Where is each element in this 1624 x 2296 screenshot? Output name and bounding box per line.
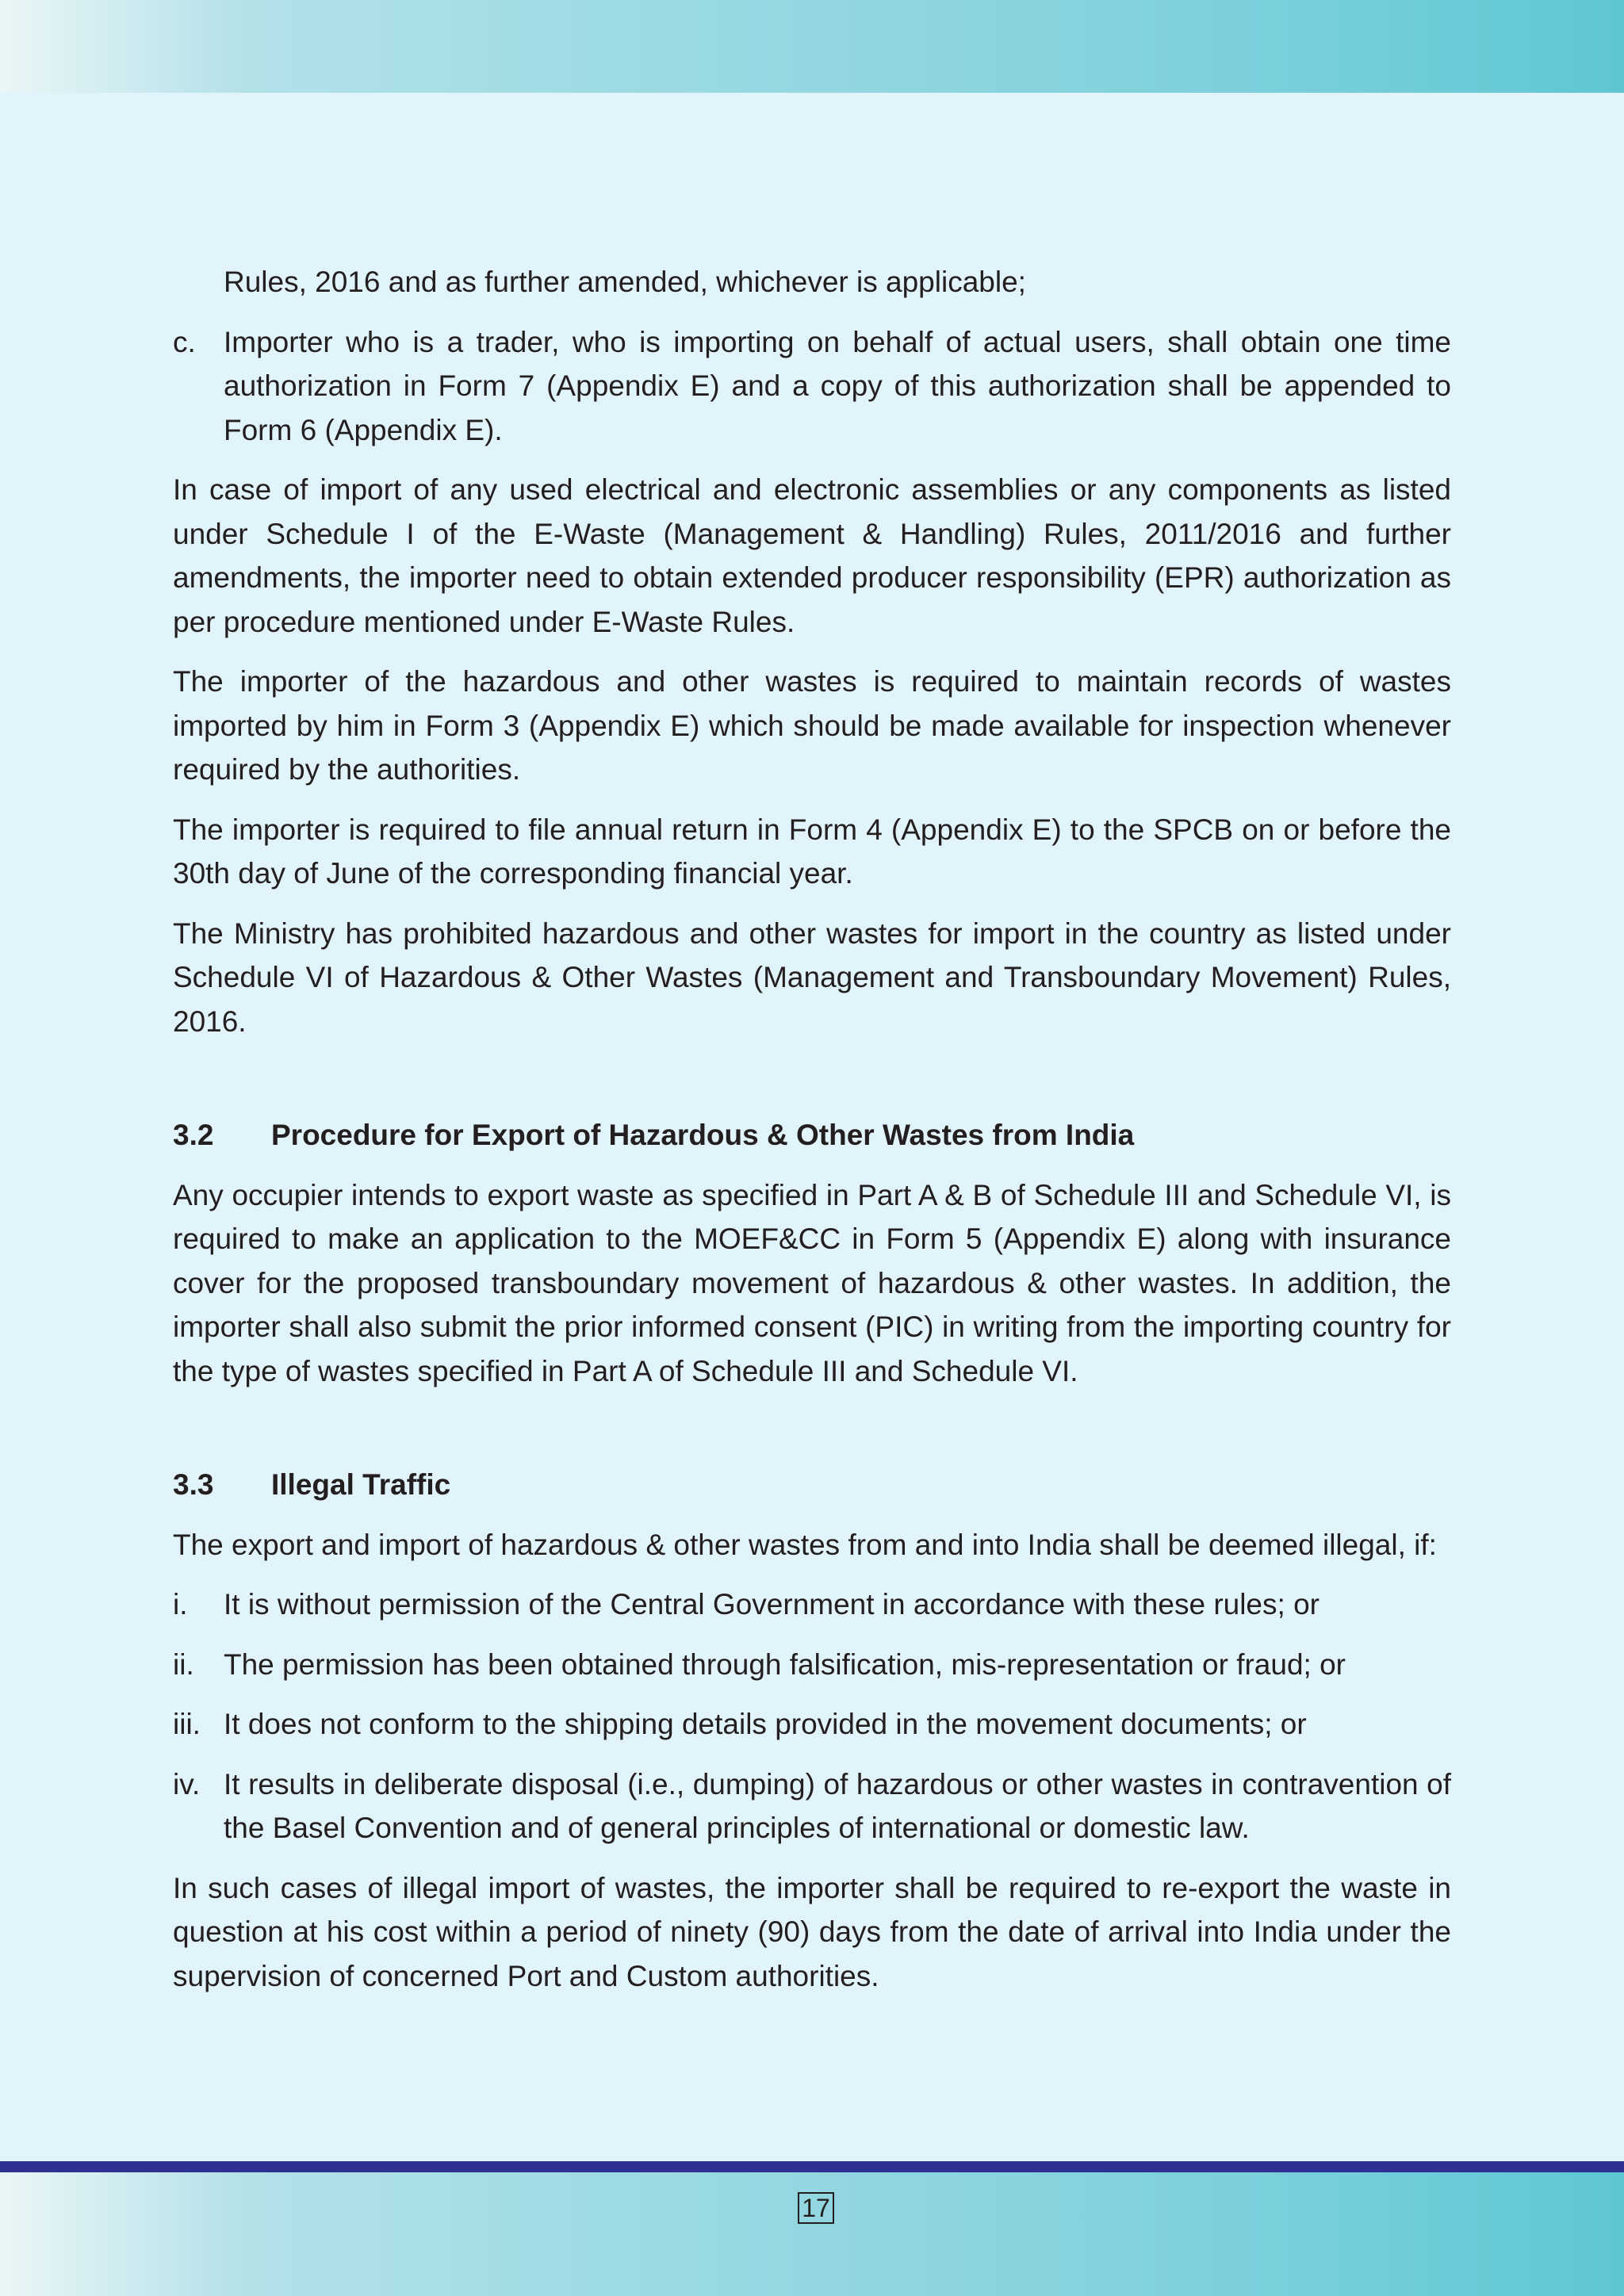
list-item — [173, 1582, 1451, 1627]
section-3-3-closing: In such cases of illegal import of wastes, the importer shall be required to re-export the waste in question at his cost within a period of ninety (90) days from the date of arrival into India under the supervision of concerned Port and Custom authorities. — [173, 1871, 1451, 1992]
list-item — [173, 1643, 1451, 1687]
continuation-text: Rules, 2016 and as further amended, whichever is applicable; — [224, 266, 1026, 298]
section-heading-3-2 — [173, 1113, 1451, 1158]
section-3-2-body: Any occupier intends to export waste as specified in Part A & B of Schedule III and Schedule VI, is required to make an application to the MOEF&CC in Form 5 (Appendix E) along with insurance cover for the proposed transboundary movement of hazardous & other wastes. In addition, the importer shall also submit the prior informed consent (PIC) in writing from the importing country for the type of wastes specified in Part A of Schedule III and Schedule VI. — [173, 1178, 1451, 1387]
page-content — [173, 260, 1451, 2014]
list-marker: i. — [173, 1588, 188, 1621]
list-item-text: It is without permission of the Central Government in accordance with these rules; or — [224, 1588, 1320, 1621]
paragraph-records: The importer of the hazardous and other wastes is required to maintain records of wastes imported by him in Form 3 (Appendix E) which should be made available for inspection whenever required by the authorities. — [173, 665, 1451, 786]
list-marker: iv. — [173, 1767, 201, 1800]
section-3-3-intro: The export and import of hazardous & other wastes from and into India shall be deemed illegal, if: — [173, 1528, 1437, 1561]
paragraph-prohibited: The Ministry has prohibited hazardous and other wastes for import in the country as listed under Schedule VI of Hazardous & Other Wastes (Management and Transboundary Movement) Rules, 2016. — [173, 916, 1451, 1038]
footer-rule — [0, 2161, 1624, 2172]
list-marker: c. — [173, 325, 196, 358]
list-item-text: It results in deliberate disposal (i.e., dumping) of hazardous or other wastes in contravention of the Basel Convention and of general principles of international or domestic law. — [224, 1767, 1451, 1844]
paragraph-annual-return: The importer is required to file annual return in Form 4 (Appendix E) to the SPCB on or before the 30th day of June of the corresponding financial year. — [173, 813, 1451, 890]
section-number: 3.2 — [173, 1119, 214, 1151]
list-item — [173, 1702, 1451, 1747]
page-number: 17 — [798, 2192, 834, 2224]
list-item-c — [173, 320, 1451, 453]
footer-band — [0, 2172, 1624, 2296]
list-marker: ii. — [173, 1647, 194, 1681]
section-heading-3-3 — [173, 1463, 1451, 1507]
section-title: Procedure for Export of Hazardous & Other Wastes from India — [271, 1119, 1135, 1151]
paragraph-epr: In case of import of any used electrical and electronic assemblies or any components as listed under Schedule I of the E-Waste (Management & Handling) Rules, 2011/2016 and further amendments, the importer need to obtain extended producer responsibility (EPR) authorization as per procedure mentioned under E-Waste Rules. — [173, 473, 1451, 638]
section-number: 3.3 — [173, 1468, 214, 1501]
list-item-text: The permission has been obtained through falsification, mis-representation or fraud; or — [224, 1647, 1346, 1681]
list-item-text: It does not conform to the shipping details provided in the movement documents; or — [224, 1708, 1307, 1740]
header-band — [0, 0, 1624, 93]
list-item-text: Importer who is a trader, who is importing on behalf of actual users, shall obtain one time authorization in Form 7 (Appendix E) and a copy of this authorization shall be appended to Form 6 (Appendix E). — [224, 325, 1451, 446]
section-title: Illegal Traffic — [271, 1468, 451, 1501]
list-marker: iii. — [173, 1708, 201, 1740]
list-item — [173, 1762, 1451, 1850]
